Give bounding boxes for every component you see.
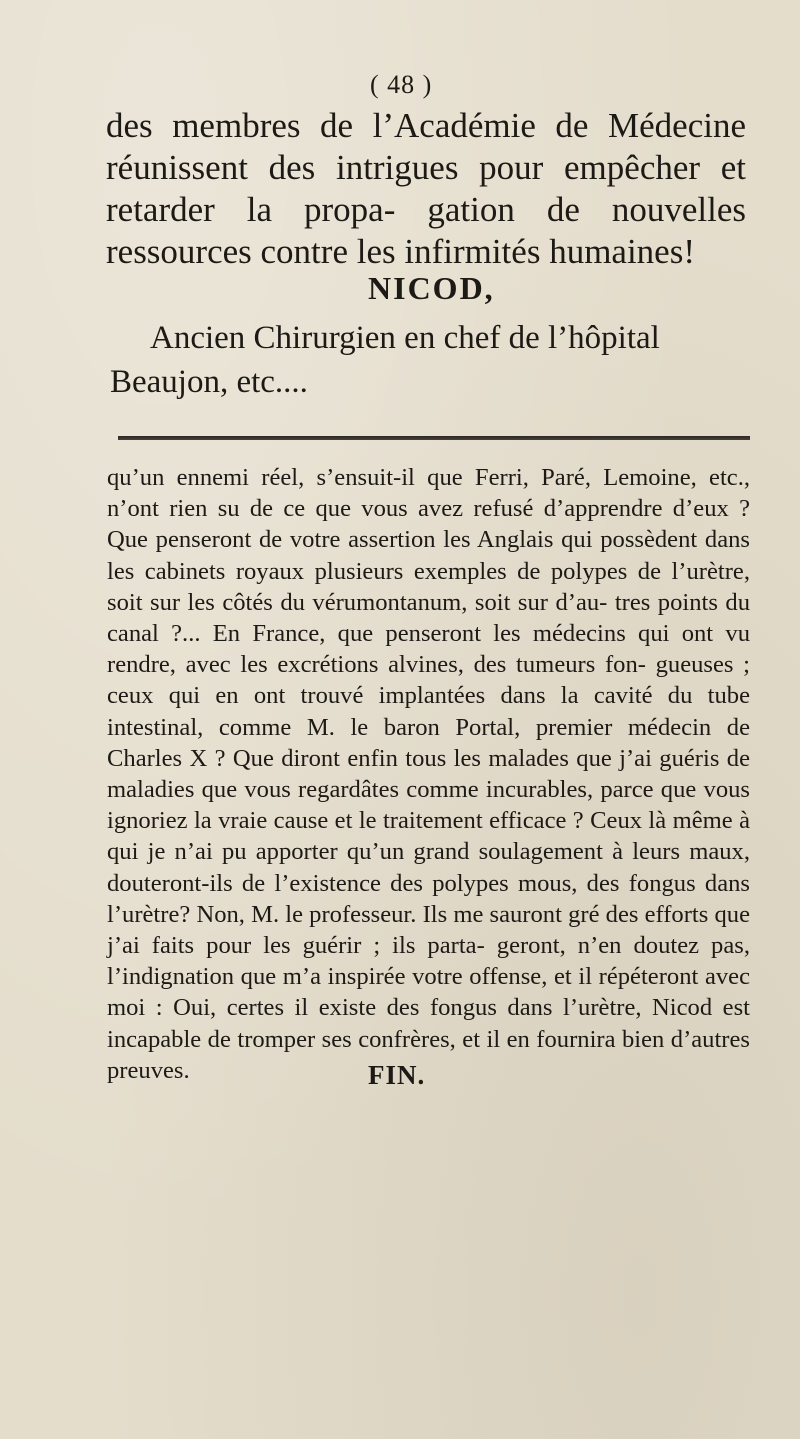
signature-place: Beaujon, etc.... bbox=[110, 364, 308, 400]
signature-title: Ancien Chirurgien en chef de l’hôpital bbox=[150, 320, 660, 356]
signature-name: NICOD, bbox=[368, 270, 495, 306]
intro-paragraph: des membres de l’Académie de Médecine réunissent des intrigues pour empêcher et retarder la propa- gation de nouvelles ressources contre les infirmités humaines! bbox=[106, 106, 746, 271]
body-paragraph: qu’un ennemi réel, s’ensuit-il que Ferri, Paré, Lemoine, etc., n’ont rien su de ce que vous avez refusé d’apprendre d’eux ? Que penseront de votre assertion les Anglais qui possèdent dans les cabinets royaux plusieurs exemples de polypes de l’urètre, soit sur les côtés du vérumontanum, soit sur d’au- tres points du canal ?... En France, que penseront les médecins qui ont vu rendre, avec les excrétions alvines, des tumeurs fon- gueuses ; ceux qui en ont trouvé implantées dans la cavité du tube intestinal, comme M. le baron Portal, premier médecin de Charles X ? Que diront enfin tous les malades que j’ai guéris de maladies que vous regardâtes comme incurables, parce que vous ignoriez la vraie cause et le traitement efficace ? Ceux là même à qui je n’ai pu apporter qu’un grand soulagement à leurs maux, douteront-ils de l’existence des polypes mous, des fongus dans l’urètre? Non, M. le professeur. Ils me sauront gré des efforts que j’ai faits pour les guérir ; ils parta- geront, n’en doutez pas, l’indignation que m’a inspirée votre offense, et il répéteront avec moi : Oui, certes il existe des fongus dans l’urètre, Nicod est incapable de tromper ses confrères, et il en fournira bien d’autres preuves. bbox=[107, 464, 750, 1084]
section-divider bbox=[118, 436, 750, 440]
page-number: ( 48 ) bbox=[370, 70, 433, 99]
end-mark: FIN. bbox=[368, 1060, 426, 1090]
